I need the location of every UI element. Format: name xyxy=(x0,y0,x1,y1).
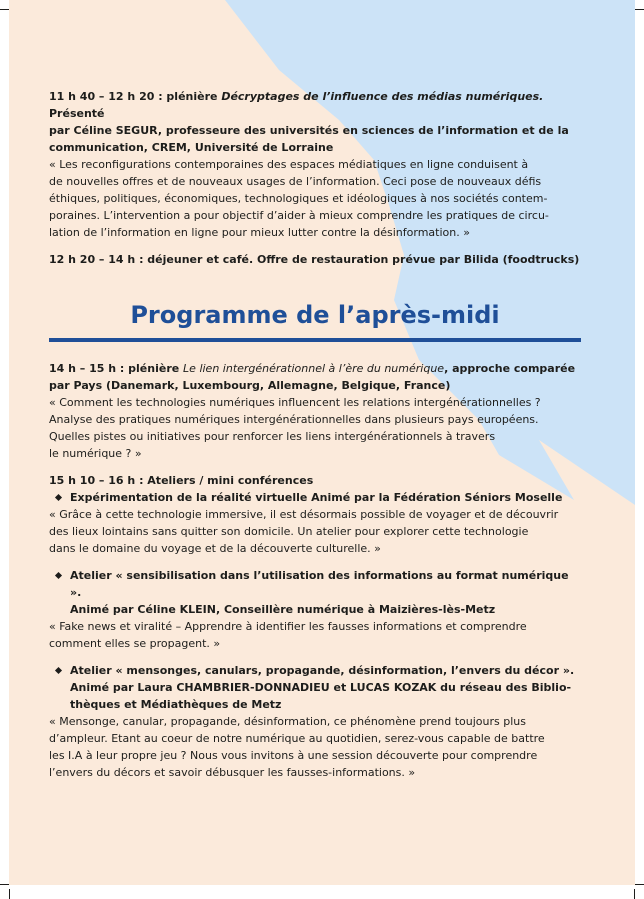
crop-mark xyxy=(635,884,644,885)
workshop-item xyxy=(49,567,581,652)
workshop-title xyxy=(49,489,581,506)
workshop-description xyxy=(49,618,581,652)
bullet-icon xyxy=(55,494,62,501)
description-line: des lieux lointains sans quitter son domicile. Un atelier pour explorer cette technologie xyxy=(49,525,529,538)
description-line: l’envers du décors et savoir débusquer les fausses-informations. » xyxy=(49,766,416,779)
workshop-item xyxy=(49,662,581,781)
afternoon-plenary-description xyxy=(49,394,581,462)
morning-plenary-affiliation: communication, CREM, Université de Lorraine xyxy=(49,141,334,154)
afternoon-plenary-heading xyxy=(49,360,581,377)
afternoon-plenary-time: 14 h – 15 h : plénière xyxy=(49,362,184,375)
description-line: lation de l’information en ligne pour mieux lutter contre la désinformation. » xyxy=(49,226,470,239)
workshop-description xyxy=(49,713,581,781)
lunch-break: 12 h 20 – 14 h : déjeuner et café. Offre de restauration prévue par Bilida (foodtrucks) xyxy=(49,253,580,266)
afternoon-plenary xyxy=(49,360,581,462)
afternoon-plenary-title: Le lien intergénérationnel à l’ère du numérique xyxy=(183,362,445,375)
workshop-title xyxy=(49,567,581,601)
workshop-presenter-continued: thèques et Médiathèques de Metz xyxy=(70,698,282,711)
morning-plenary-time: 11 h 40 – 12 h 20 : plénière xyxy=(49,90,222,103)
workshop-title-text: Expérimentation de la réalité virtuelle Animé par la Fédération Séniors Moselle xyxy=(70,491,563,504)
workshop-presenter: Animé par Laura CHAMBRIER-DONNADIEU et LUCAS KOZAK du réseau des Biblio- xyxy=(70,681,572,694)
workshop-title-text: Atelier « mensonges, canulars, propagande, désinformation, l’envers du décor ». xyxy=(70,664,575,677)
description-line: éthiques, politiques, économiques, technologiques et idéologiques à nos sociétés contem- xyxy=(49,192,548,205)
morning-plenary-presenter: Présenté xyxy=(49,107,105,120)
description-line: « Fake news et viralité – Apprendre à identifier les fausses informations et comprendre xyxy=(49,620,527,633)
description-line: les I.A à leur propre jeu ? Nous vous invitons à une session découverte pour comprendre xyxy=(49,749,538,762)
morning-plenary-presenter-line: par Céline SEGUR, professeure des universités en sciences de l’information et de la xyxy=(49,124,569,137)
description-line: « Grâce à cette technologie immersive, il est désormais possible de voyager et de découvrir xyxy=(49,508,559,521)
morning-plenary-description xyxy=(49,156,581,241)
description-line: dans le domaine du voyage et de la découverte culturelle. » xyxy=(49,542,381,555)
afternoon-section-title: Programme de l’après-midi xyxy=(130,301,500,329)
description-line: d’ampleur. Etant au coeur de notre numérique au quotidien, serez-vous capable de battre xyxy=(49,732,545,745)
workshop-title-text: Atelier « sensibilisation dans l’utilisation des informations au format numérique ». xyxy=(70,569,569,599)
description-line: Analyse des pratiques numériques intergénérationnelles dans plusieurs pays européens. xyxy=(49,413,539,426)
workshop-title xyxy=(49,662,581,679)
afternoon-plenary-subtitle: , approche comparée xyxy=(444,362,576,375)
crop-mark xyxy=(9,889,10,899)
description-line: poraines. L’intervention a pour objectif d’aider à mieux comprendre les pratiques de circu- xyxy=(49,209,549,222)
description-line: comment elles se propagent. » xyxy=(49,637,221,650)
description-line: « Mensonge, canular, propagande, désinformation, ce phénomène prend toujours plus xyxy=(49,715,526,728)
workshop-item xyxy=(49,489,581,557)
workshop-presenter: Animé par Céline KLEIN, Conseillère numérique à Maizières-lès-Metz xyxy=(70,603,496,616)
morning-plenary-title: Décryptages de l’influence des médias numériques. xyxy=(221,90,544,103)
crop-mark xyxy=(635,9,644,10)
workshop-description xyxy=(49,506,581,557)
afternoon-plenary-countries: par Pays (Danemark, Luxembourg, Allemagne, Belgique, France) xyxy=(49,379,451,392)
description-line: Quelles pistes ou initiatives pour renforcer les liens intergénérationnels à travers xyxy=(49,430,496,443)
morning-plenary xyxy=(49,88,581,241)
description-line: « Comment les technologies numériques influencent les relations intergénérationnelles ? xyxy=(49,396,541,409)
morning-plenary-heading xyxy=(49,88,581,122)
crop-mark xyxy=(0,884,9,885)
crop-mark xyxy=(0,9,9,10)
description-line: « Les reconfigurations contemporaines des espaces médiatiques en ligne conduisent à xyxy=(49,158,529,171)
program-content xyxy=(49,88,581,781)
description-line: de nouvelles offres et de nouveaux usages de l’information. Ceci pose de nouveaux défis xyxy=(49,175,542,188)
bullet-icon xyxy=(55,667,62,674)
description-line: le numérique ? » xyxy=(49,447,142,460)
workshops-heading: 15 h 10 – 16 h : Ateliers / mini conférences xyxy=(49,474,314,487)
crop-mark xyxy=(634,889,635,899)
bullet-icon xyxy=(55,572,62,579)
